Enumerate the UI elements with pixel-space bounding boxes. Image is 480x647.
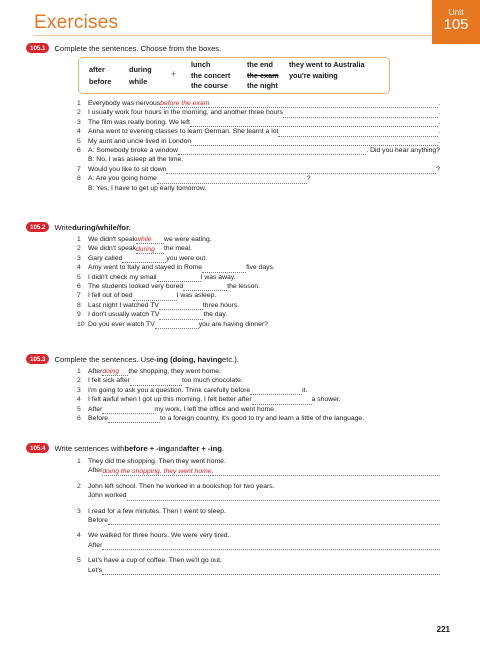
answer-field[interactable]: [178, 148, 366, 155]
answer-field[interactable]: during: [136, 246, 164, 254]
list-item: 3 The film was really boring. We left .: [77, 118, 440, 126]
answer-field[interactable]: [190, 120, 438, 127]
exercise-keyword: after + -ing: [182, 443, 222, 453]
exercise-instruction: Complete the sentences. Choose from the boxes.: [54, 43, 222, 53]
word-chip: while: [129, 77, 148, 86]
list-item: 2 I felt sick after too much chocolate.: [77, 377, 243, 385]
list-item: 2 I usually work four hours in the morning, and another three hours .: [77, 109, 440, 117]
exercise-instruction-mid: and: [170, 443, 183, 453]
word-chip: during: [129, 65, 152, 74]
exercise-instruction: Write: [54, 222, 73, 232]
list-item: 1 After doing the shopping, they went home.: [77, 368, 221, 376]
word-chip-used: the exam: [247, 70, 279, 80]
answer-field[interactable]: [157, 177, 307, 184]
answer-line: Let's: [77, 566, 440, 575]
exercise-instruction-end: etc.).: [222, 354, 239, 364]
list-item: 6 The students looked very bored the lesson.: [77, 283, 261, 291]
word-chip: the end: [247, 60, 273, 69]
word-chip: before: [89, 77, 112, 86]
exercise-3-items: [77, 367, 440, 423]
exercise-1-heading: [26, 43, 221, 53]
list-item: 4 I felt awful when I got up this morning. I felt better after a shower.: [77, 396, 341, 404]
list-item: 4 Amy went to Italy and stayed in Rome five days.: [77, 264, 275, 272]
answer-field[interactable]: doing: [102, 368, 128, 376]
exercise-badge: 105.1: [26, 43, 49, 53]
exercise-keyword: -ing (doing, having: [154, 354, 223, 364]
exercise-keyword: during/while/for.: [72, 222, 131, 232]
exercise-2-items: [77, 235, 440, 329]
answer-field[interactable]: [122, 256, 166, 263]
answer-field[interactable]: [166, 167, 436, 174]
list-item: 6 A: Somebody broke a window . Did you hear anything?: [77, 147, 440, 155]
answer-field[interactable]: before the exam: [160, 100, 210, 108]
answer-field[interactable]: [127, 494, 440, 501]
exercise-keyword: before + -ing: [124, 443, 171, 453]
answer-field[interactable]: [213, 469, 440, 476]
list-item: 8 Last night I watched TV three hours.: [77, 301, 240, 309]
page-title: Exercises: [34, 12, 119, 33]
answer-field[interactable]: while: [136, 236, 164, 244]
word-chip: lunch: [191, 60, 211, 69]
unit-tab: [432, 0, 480, 44]
answer-field[interactable]: [133, 294, 177, 301]
list-item: 1 They did the shopping. Then they went home.: [77, 458, 226, 465]
list-item: 4 Anna went to evening classes to learn German. She learnt a lot .: [77, 128, 440, 136]
exercise-1-items: [77, 99, 440, 193]
list-item: B: No, I was asleep all the time.: [88, 156, 184, 164]
answer-field[interactable]: [130, 379, 182, 386]
answer-line: John worked: [77, 491, 440, 500]
list-item: 3 Gary called you were out.: [77, 254, 208, 262]
word-chip: the course: [191, 81, 228, 90]
header-divider: [34, 35, 432, 36]
answer-field[interactable]: [108, 416, 160, 423]
answer-field[interactable]: [183, 284, 227, 291]
list-item: 1 Everybody was nervous before the exam .: [77, 100, 440, 108]
word-chip: you're waiting: [289, 70, 338, 80]
answer-field[interactable]: [155, 322, 199, 329]
list-item: 2 John left school. Then he worked in a bookshop for two years.: [77, 482, 275, 490]
list-item: 9 I don't usually watch TV the day.: [77, 311, 228, 319]
list-item: 2 We didn't speak during the meal.: [77, 245, 192, 253]
answer-line: Before: [77, 516, 440, 525]
answer-line: After: [77, 541, 440, 550]
exercise-2-heading: [26, 222, 131, 232]
page-number: 221: [436, 625, 450, 634]
exercise-4-items: [77, 457, 440, 575]
answer-field[interactable]: doing the shopping, they went home.: [102, 467, 214, 475]
answer-line: After doing the shopping, they went home.: [77, 466, 440, 475]
list-item: 5 After my work, I left the office and went home.: [77, 405, 276, 413]
word-box-phrases: [191, 60, 365, 92]
word-chip: the concert: [191, 70, 231, 80]
exercise-badge: 105.4: [26, 443, 49, 453]
list-item: 5 I didn't check my email I was away.: [77, 273, 236, 281]
list-item: 5 Let's have a cup of coffee. Then we'll go out.: [77, 557, 222, 565]
answer-field[interactable]: [202, 266, 246, 273]
exercise-instruction-end: .: [221, 443, 225, 453]
list-item: 8 A: Are you going home ?: [77, 175, 311, 183]
exercise-instruction: Write sentences with: [54, 443, 125, 453]
answer-field[interactable]: [102, 543, 440, 550]
unit-label: Unit: [448, 7, 464, 17]
answer-field[interactable]: [283, 111, 438, 118]
list-item: 4 We walked for three hours. We were very tired.: [77, 532, 230, 540]
answer-field[interactable]: [159, 303, 203, 310]
word-box-prepositions: [89, 64, 169, 88]
answer-field[interactable]: [108, 518, 440, 525]
exercise-4-heading: [26, 443, 224, 453]
list-item: 3 I'm going to ask you a question. Think carefully before it.: [77, 386, 308, 394]
list-item: 7 I fell out of bed I was asleep.: [77, 292, 217, 300]
answer-field[interactable]: [252, 398, 312, 405]
exercise-3-heading: [26, 354, 239, 364]
answer-field[interactable]: [191, 139, 438, 146]
answer-field[interactable]: [159, 313, 203, 320]
word-chip: they went to Australia: [289, 60, 365, 69]
unit-number: 105: [443, 16, 469, 33]
answer-field[interactable]: [278, 130, 438, 137]
word-chip: the night: [247, 81, 278, 90]
exercise-badge: 105.3: [26, 354, 49, 364]
exercise-badge: 105.2: [26, 222, 49, 232]
answer-field[interactable]: [209, 101, 438, 108]
exercise-instruction: Complete the sentences. Use: [54, 354, 155, 364]
answer-field[interactable]: [250, 388, 302, 395]
word-chip: after: [89, 65, 105, 74]
list-item: 5 My aunt and uncle lived in London .: [77, 137, 440, 145]
word-box: [78, 57, 390, 94]
list-item: 6 Before to a foreign country, it's good to try and learn a little of the language.: [77, 415, 365, 423]
list-item: 3 I read for a few minutes. Then I went to sleep.: [77, 507, 226, 515]
plus-sign: +: [171, 69, 177, 79]
answer-field[interactable]: [157, 275, 201, 282]
list-item: 10 Do you ever watch TV you are having dinner?: [77, 320, 268, 328]
answer-field[interactable]: [102, 407, 154, 414]
list-item: 7 Would you like to sit down ?: [77, 165, 440, 173]
list-item: B: Yes, I have to get up early tomorrow.: [88, 184, 207, 192]
list-item: 1 We didn't speak while we were eating.: [77, 236, 212, 244]
answer-field[interactable]: [102, 568, 440, 575]
